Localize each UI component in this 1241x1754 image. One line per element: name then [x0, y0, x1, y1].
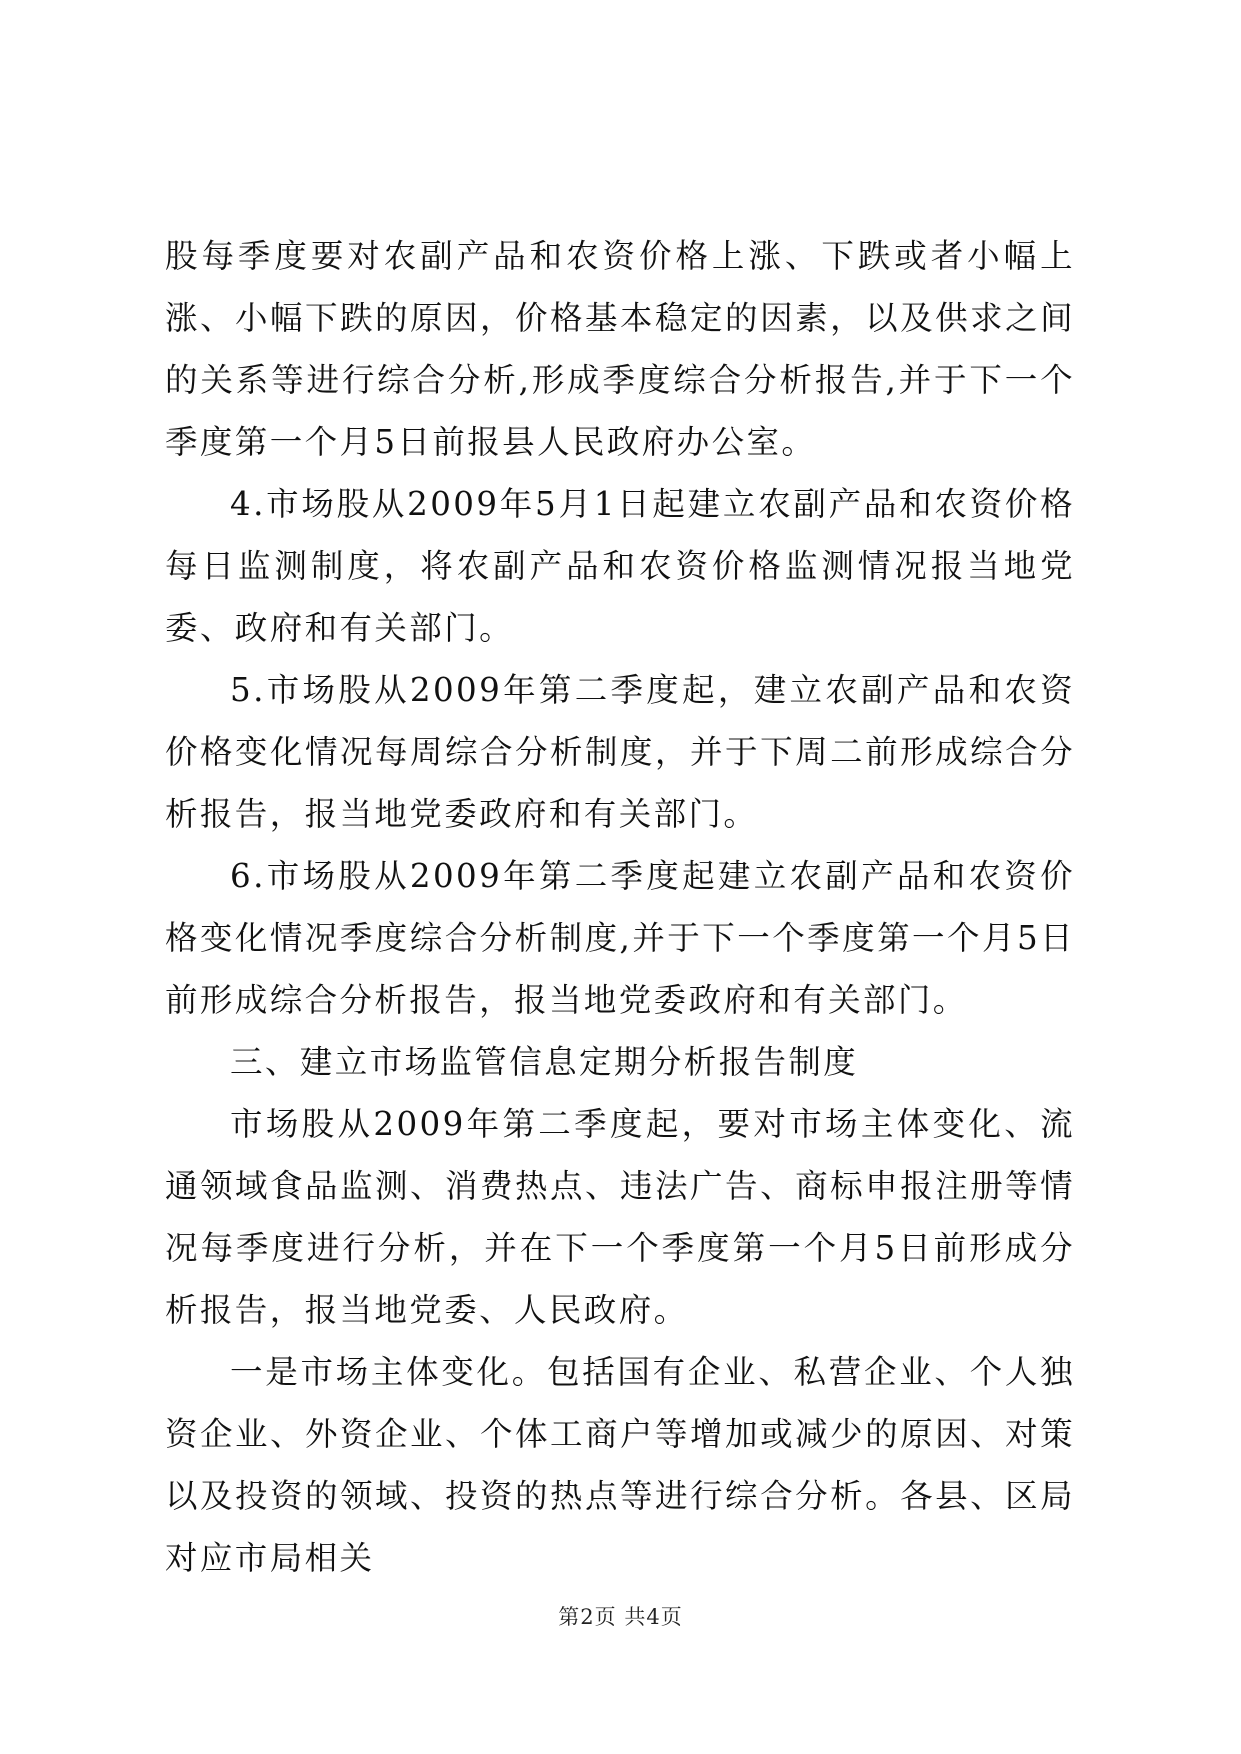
section-heading-3: 三、建立市场监管信息定期分析报告制度	[230, 1043, 859, 1081]
paragraph-item-5: 5.市场股从2009年第二季度起，建立农副产品和农资价格变化情况每周综合分析制度，并于下周二前形成综合分析报告，报当地党委政府和有关部门。	[165, 671, 1075, 833]
paragraph-item-6: 6.市场股从2009年第二季度起建立农副产品和农资价格变化情况季度综合分析制度,并于下一个季度第一个月5日前形成综合分析报告，报当地党委政府和有关部门。	[165, 857, 1075, 1019]
paragraph-continuation: 股每季度要对农副产品和农资价格上涨、下跌或者小幅上涨、小幅下跌的原因，价格基本稳定的因素，以及供求之间的关系等进行综合分析,形成季度综合分析报告,并于下一个季度第一个月5日前报县人民政府办公室。	[165, 237, 1075, 461]
paragraph-item-4: 4.市场股从2009年5月1日起建立农副产品和农资价格每日监测制度，将农副产品和农资价格监测情况报当地党委、政府和有关部门。	[165, 485, 1075, 647]
paragraph-market-supervision: 市场股从2009年第二季度起，要对市场主体变化、流通领域食品监测、消费热点、违法广告、商标申报注册等情况每季度进行分析，并在下一个季度第一个月5日前形成分析报告，报当地党委、人民政府。	[165, 1105, 1075, 1329]
document-body	[165, 225, 1075, 1589]
paragraph-market-entity-change: 一是市场主体变化。包括国有企业、私营企业、个人独资企业、外资企业、个体工商户等增加或减少的原因、对策以及投资的领域、投资的热点等进行综合分析。各县、区局对应市局相关	[165, 1353, 1075, 1577]
page-number-footer: 第2页 共4页	[558, 1605, 683, 1629]
